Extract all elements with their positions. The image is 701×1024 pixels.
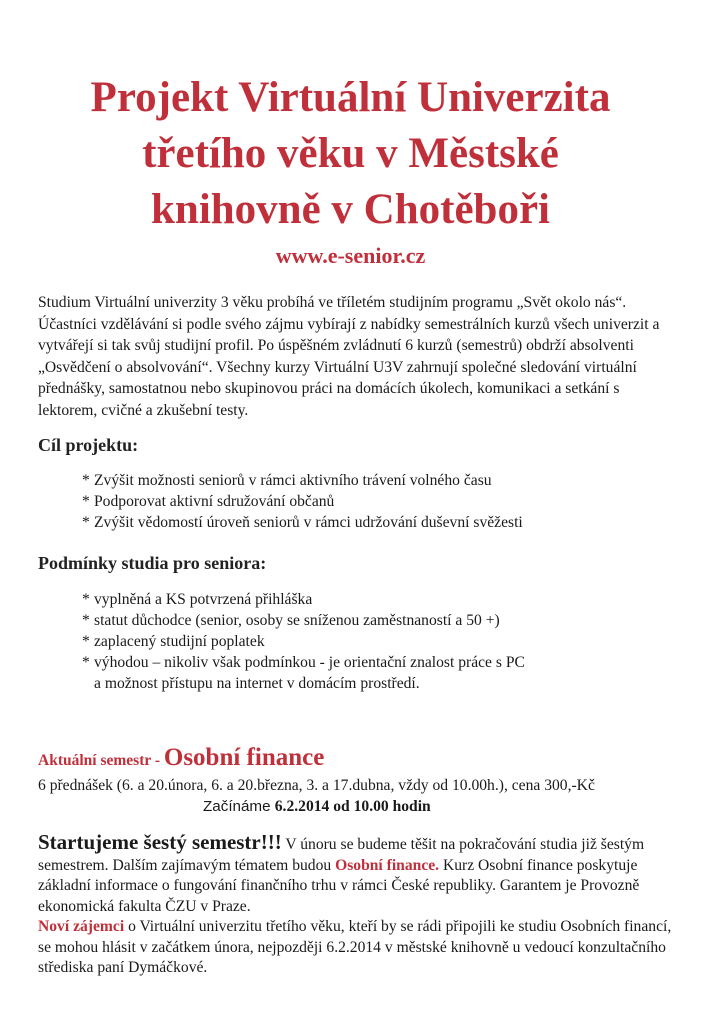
final-text-2: Kurz Osobní finance poskytuje základní informace o fungování finančního trhu v rámci České republiky. Garantem je Provozně ekonomická fakulta ČZU v Praze. [38, 856, 640, 915]
final-lead: Startujeme šestý semestr!!! [38, 830, 282, 854]
list-item: * Zvýšit možnosti seniorů v rámci aktivního trávení volného času [82, 472, 492, 489]
start-value: 6.2.2014 od 10.00 hodin [274, 798, 431, 815]
document-title [0, 70, 701, 238]
title-line-1: Projekt Virtuální Univerzita [90, 74, 611, 121]
list-item: * Podporovat aktivní sdružování občanů [82, 493, 335, 510]
lecture-schedule: 6 přednášek (6. a 20.února, 6. a 20.března, 3. a 17.dubna, vždy od 10.00h.), cena 300,-Kč [38, 777, 595, 794]
list-item: * zaplacený studijní poplatek [82, 633, 265, 650]
title-line-2: třetího věku v Městské [142, 130, 559, 177]
semester-name: Osobní finance [163, 744, 325, 771]
list-item: * výhodou – nikoliv však podmínkou - je orientační znalost práce s PC [82, 654, 525, 671]
new-applicants-label: Noví zájemci [38, 918, 125, 935]
semester-label: Aktuální semestr - [38, 752, 164, 769]
start-prefix: Začínáme [203, 798, 275, 815]
list-item: * Zvýšit vědomostí úroveň seniorů v rámci udržování duševní svěžesti [82, 514, 523, 531]
title-line-3: knihovně v Chotěboři [150, 186, 550, 233]
final-text-3: o Virtuální univerzitu třetího věku, kteří by se rádi připojili ke studiu Osobních financí, se mohou hlásit v začátkem února, nejpozději 6.2.2014 v městské knihovně u vedoucí konzultačního střediska paní Dymáčkové. [38, 918, 672, 976]
conditions-list [82, 589, 525, 694]
conditions-heading: Podmínky studia pro seniora: [38, 553, 267, 573]
list-item-continuation: a možnost přístupu na internet v domácím prostředí. [94, 675, 420, 692]
final-highlight: Osobní finance. [335, 856, 440, 874]
website-url: www.e-senior.cz [275, 243, 426, 268]
goals-heading: Cíl projektu: [38, 435, 139, 455]
final-text-1: V únoru se budeme těšit na pokračování studia již šestým semestrem. Dalším zajímavým tématem budou [38, 836, 645, 874]
list-item: * vyplněná a KS potvrzená přihláška [82, 591, 313, 608]
intro-paragraph: Studium Virtuální univerzity 3 věku probíhá ve tříletém studijním programu „Svět okolo nás“. Účastníci vzdělávání si podle svého zájmu vybírají z nabídky semestrálních kurzů všech univerzit a vytvářejí si tak svůj studijní profil. Po úspěšném zvládnutí 6 kurzů (semestrů) obdrží absolventi „Osvědčení o absolvování“. Všechny kurzy Virtuální U3V zahrnují společné sledování virtuální přednášky, samostatnou nebo skupinovou práci na domácích úkolech, komunikaci a setkání s lektorem, cvičné a zkušební testy. [38, 294, 660, 419]
goals-list [82, 470, 523, 533]
current-semester [38, 744, 324, 772]
final-paragraph [38, 832, 683, 979]
list-item: * statut důchodce (senior, osoby se sníženou zaměstnaností a 50 +) [82, 612, 500, 629]
start-date [203, 798, 431, 816]
